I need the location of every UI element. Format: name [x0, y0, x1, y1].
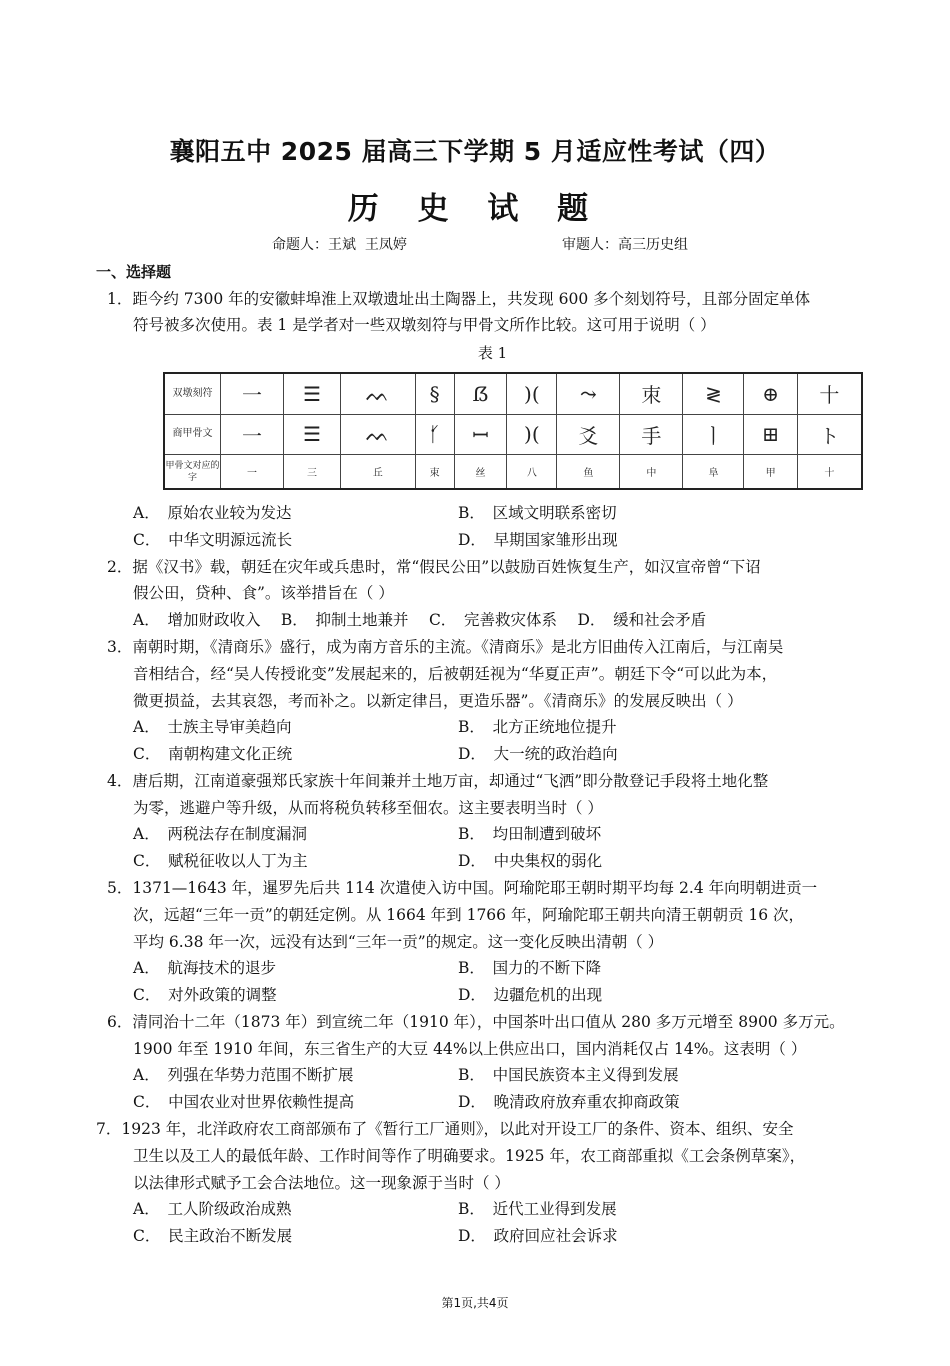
glyph-cell: ⊞ — [744, 414, 797, 454]
glyph-cell: ⤳ — [557, 373, 620, 414]
glyph-cell: ⽘ — [557, 414, 620, 454]
option-a[interactable]: A． 士族主导审美趋向 — [133, 718, 292, 736]
question-text: 2．据《汉书》载，朝廷在灾年或兵患时，常“假民公田”以鼓励百姓恢复生产，如汉宣帝曾“下诏 — [107, 558, 761, 576]
option-b[interactable]: B． 国力的不断下降 — [458, 959, 602, 977]
char-cell: 鱼 — [557, 455, 620, 489]
option-a[interactable]: A． 原始农业较为发达 — [133, 504, 292, 522]
char-cell: 中 — [620, 455, 683, 489]
reviewer: 审题人：高三历史组 — [562, 237, 688, 253]
row-head: 甲骨文对应的字 — [164, 455, 221, 489]
section-heading: 一、选择题 — [96, 263, 172, 281]
option-b[interactable]: B． 中国民族资本主义得到发展 — [458, 1066, 679, 1084]
glyph-cell: ᚶ — [415, 414, 454, 454]
option-d[interactable]: D． 边疆危机的出现 — [458, 986, 603, 1004]
option-b[interactable]: B． 均田制遭到破坏 — [458, 825, 602, 843]
char-cell: 丘 — [340, 455, 415, 489]
glyph-cell: ᨓ — [340, 373, 415, 414]
glyph-cell: ᨓ — [340, 414, 415, 454]
glyph-cell: ☰ — [284, 373, 341, 414]
option-c[interactable]: C． 南朝构建文化正统 — [133, 745, 293, 763]
question-text: 卫生以及工人的最低年龄、工作时间等作了明确要求。1925 年，农工商部重拟《工会条例草案》， — [133, 1147, 806, 1165]
glyph-cell: 一 — [221, 414, 284, 454]
glyph-cell: 手 — [620, 414, 683, 454]
question-text: 为零，逃避户等升级，从而将税负转移至佃农。这主要表明当时（ ） — [133, 799, 603, 817]
question-text: 次，远超“三年一贡”的朝廷定例。从 1664 年到 1766 年，阿瑜陀耶王朝共向清王朝朝贡 16 次， — [133, 906, 805, 924]
char-cell: 一 — [221, 455, 284, 489]
option-b[interactable]: B． 北方正统地位提升 — [458, 718, 617, 736]
glyph-cell: )( — [507, 373, 557, 414]
glyph-cell: 朿 — [620, 373, 683, 414]
glyph-cell: )( — [507, 414, 557, 454]
char-cell: 阜 — [683, 455, 744, 489]
option-d[interactable]: D． 中央集权的弱化 — [458, 852, 603, 870]
option-d[interactable]: D． 早期国家雏形出现 — [458, 531, 618, 549]
option-c[interactable]: C． 赋税征收以人丁为主 — [133, 852, 308, 870]
question-text: 3．南朝时期，《清商乐》盛行，成为南方音乐的主流。《清商乐》是北方旧曲传入江南后，与江南吴 — [107, 638, 784, 656]
exam-title: 襄阳五中 2025 届高三下学期 5 月适应性考试（四） — [169, 137, 781, 166]
option-c[interactable]: C． 民主政治不断发展 — [133, 1227, 293, 1245]
option-d[interactable]: D． 大一统的政治趋向 — [458, 745, 618, 763]
option-d[interactable]: D． 晚清政府放弃重农抑商政策 — [458, 1093, 680, 1111]
glyph-cell: 十 — [797, 373, 862, 414]
char-cell: 八 — [507, 455, 557, 489]
page-footer: 第1页,共4页 — [441, 1296, 509, 1310]
question-text: 1900 年至 1910 年间，东三省生产的大豆 44%以上供应出口，国内消耗仅占 14%。这表明（ ） — [133, 1040, 807, 1058]
row-head: 商甲骨文 — [164, 414, 221, 454]
question-text: 符号被多次使用。表 1 是学者对一些双墩刻符与甲骨文所作比较。这可用于说明（ ） — [133, 316, 716, 334]
option-b[interactable]: B． 近代工业得到发展 — [458, 1200, 617, 1218]
glyph-cell: ꟷ — [454, 414, 507, 454]
option-c[interactable]: C． 中国农业对世界依赖性提高 — [133, 1093, 355, 1111]
glyph-cell: ≷ — [683, 373, 744, 414]
glyph-cell: ㅣ — [683, 414, 744, 454]
option-c[interactable]: C． 中华文明源远流长 — [133, 531, 293, 549]
option-a[interactable]: A． 工人阶级政治成熟 — [133, 1200, 292, 1218]
glyph-cell: ☰ — [284, 414, 341, 454]
char-cell: 丝 — [454, 455, 507, 489]
glyph-cell: 一 — [221, 373, 284, 414]
subject-title: 历 史 试 题 — [347, 191, 603, 227]
option-a[interactable]: A． 两税法存在制度漏洞 — [133, 825, 307, 843]
option-a[interactable]: A． 航海技术的退步 — [133, 959, 276, 977]
question-text: 7．1923 年，北洋政府农工商部颁布了《暂行工厂通则》，以此对开设工厂的条件、资本、组织、安全 — [96, 1120, 794, 1138]
question-text: 假公田，贷种、食”。该举措旨在（ ） — [133, 584, 394, 602]
glyph-cell: ẞ — [454, 373, 507, 414]
question-text: 微更损益，去其哀怨，考而补之。以新定律吕，更造乐器”。《清商乐》的发展反映出（ ） — [133, 692, 743, 710]
char-cell: 甲 — [744, 455, 797, 489]
question-text: 4．唐后期，江南道豪强郑氏家族十年间兼并土地万亩，却通过“飞洒”即分散登记手段将土地化整 — [107, 772, 769, 790]
glyph-cell: ト — [797, 414, 862, 454]
char-cell: 束 — [415, 455, 454, 489]
question-text: 6．清同治十二年（1873 年）到宣统二年（1910 年），中国茶叶出口值从 280 多万元增至 8900 多万元。 — [107, 1013, 845, 1031]
options-row[interactable]: A． 增加财政收入 B． 抑制土地兼并 C． 完善救灾体系 D． 缓和社会矛盾 — [133, 611, 707, 629]
char-cell: 三 — [284, 455, 341, 489]
glyph-comparison-table — [163, 372, 863, 490]
table-caption: 表 1 — [477, 344, 508, 362]
option-a[interactable]: A． 列强在华势力范围不断扩展 — [133, 1066, 354, 1084]
option-c[interactable]: C． 对外政策的调整 — [133, 986, 277, 1004]
char-cell: 十 — [797, 455, 862, 489]
authors: 命题人：王斌 王凤婷 — [272, 237, 407, 253]
question-text: 音相结合，经“吴人传授讹变”发展起来的，后被朝廷视为“华夏正声”。朝廷下令“可以此为本， — [133, 665, 778, 683]
question-text: 1．距今约 7300 年的安徽蚌埠淮上双墩遗址出土陶器上，共发现 600 多个刻划符号，且部分固定单体 — [107, 290, 811, 308]
glyph-cell: ⊕ — [744, 373, 797, 414]
option-d[interactable]: D． 政府回应社会诉求 — [458, 1227, 618, 1245]
option-b[interactable]: B． 区域文明联系密切 — [458, 504, 617, 522]
question-text: 平均 6.38 年一次，远没有达到“三年一贡”的规定。这一变化反映出清朝（ ） — [133, 933, 664, 951]
row-head: 双墩刻符 — [164, 373, 221, 414]
glyph-cell: § — [415, 373, 454, 414]
question-text: 以法律形式赋予工会合法地位。这一现象源于当时（ ） — [133, 1174, 510, 1192]
question-text: 5．1371—1643 年，暹罗先后共 114 次遣使入访中国。阿瑜陀耶王朝时期平均每 2.4 年向明朝进贡一 — [107, 879, 818, 897]
